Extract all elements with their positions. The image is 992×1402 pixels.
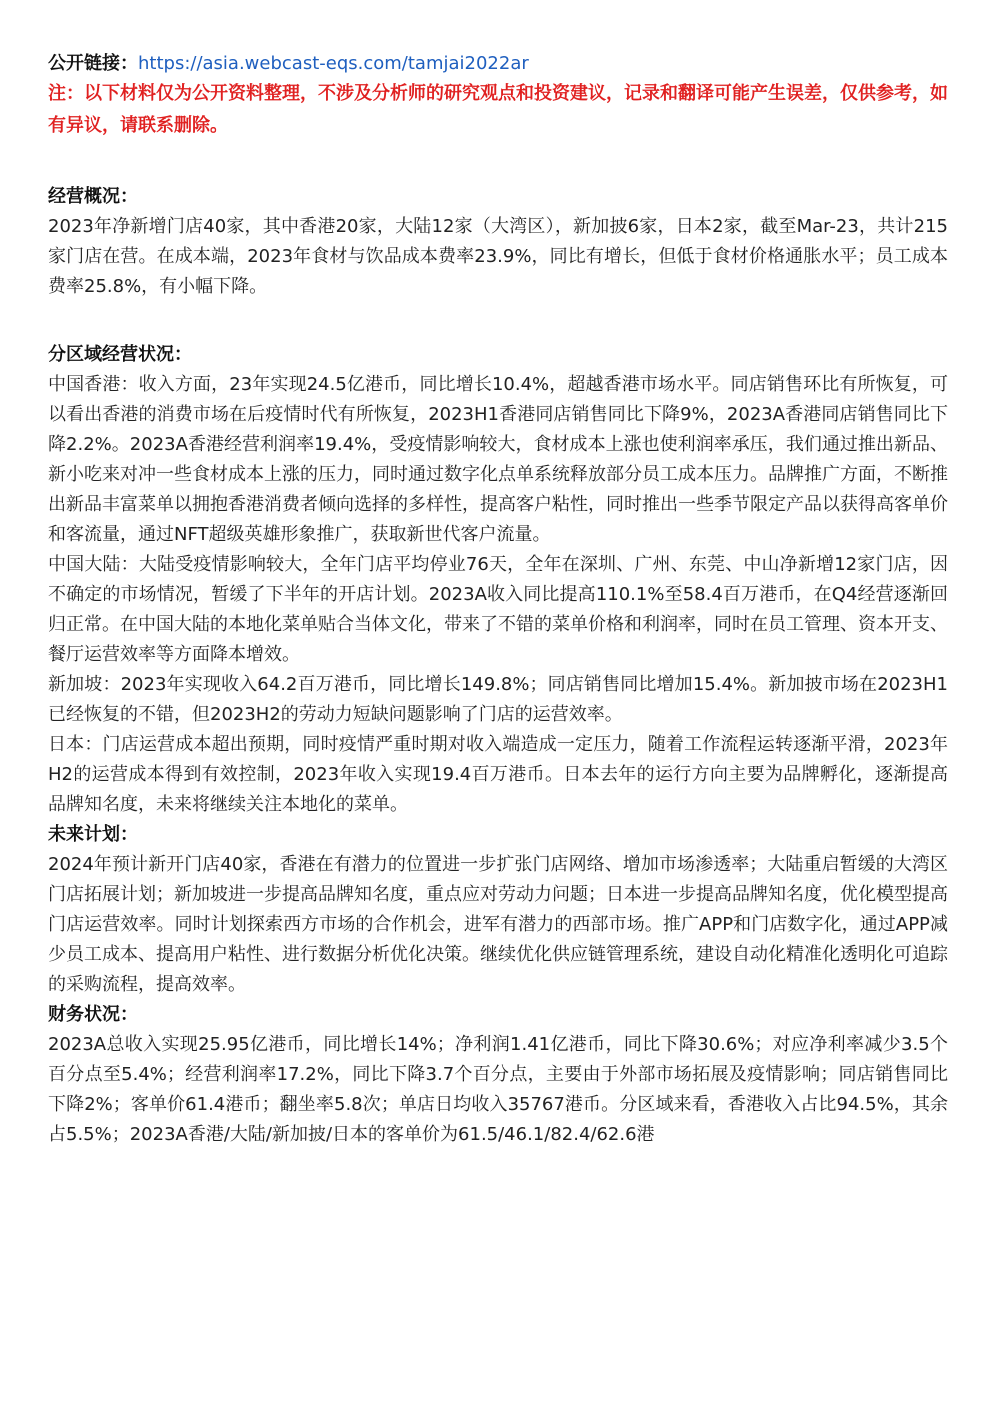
public-link[interactable]: https://asia.webcast-eqs.com/tamjai2022ar bbox=[138, 53, 529, 74]
regional-paragraph-mainland: 中国大陆：大陆受疫情影响较大，全年门店平均停业76天，全年在深圳、广州、东莞、中山净新增12家门店，因不确定的市场情况，暂缓了下半年的开店计划。2023A收入同比提高110.1%至58.4百万港币，在Q4经营逐渐回归正常。在中国大陆的本地化菜单贴合当体文化，带来了不错的菜单价格和利润率，同时在员工管理、资本开支、餐厅运营效率等方面降本增效。 bbox=[48, 554, 948, 665]
section-title-financial: 财务状况： bbox=[48, 1004, 138, 1025]
regional-paragraph-hongkong: 中国香港：收入方面，23年实现24.5亿港币，同比增长10.4%，超越香港市场水平。同店销售环比有所恢复，可以看出香港的消费市场在后疫情时代有所恢复，2023H1香港同店销售同比下降9%，2023A香港同店销售同比下降2.2%。2023A香港经营利润率19.4%，受疫情影响较大，食材成本上涨也使利润率承压，我们通过推出新品、新小吃来对冲一些食材成本上涨的压力，同时通过数字化点单系统释放部分员工成本压力。品牌推广方面，不断推出新品丰富菜单以拥抱香港消费者倾向选择的多样性，提高客户粘性，同时推出一些季节限定产品以获得高客单价和客流量，通过NFT超级英雄形象推广，获取新世代客户流量。 bbox=[48, 374, 948, 545]
public-link-line bbox=[48, 50, 948, 78]
overview-paragraph: 2023年净新增门店40家，其中香港20家，大陆12家（大湾区），新加披6家，日本2家，截至Mar-23，共计215家门店在营。在成本端，2023年食材与饮品成本费率23.9%，同比有增长，但低于食材价格通胀水平；员工成本费率25.8%，有小幅下降。 bbox=[48, 216, 948, 297]
regional-paragraph-japan: 日本：门店运营成本超出预期，同时疫情严重时期对收入端造成一定压力，随着工作流程运转逐渐平滑，2023年H2的运营成本得到有效控制，2023年收入实现19.4百万港币。日本去年的运行方向主要为品牌孵化，逐渐提高品牌知名度，未来将继续关注本地化的菜单。 bbox=[48, 734, 948, 815]
section-title-future: 未来计划： bbox=[48, 824, 138, 845]
disclaimer-notice: 注：以下材料仅为公开资料整理，不涉及分析师的研究观点和投资建议，记录和翻译可能产生误差，仅供参考，如有异议，请联系删除。 bbox=[48, 83, 948, 136]
public-link-label: 公开链接： bbox=[48, 53, 138, 74]
future-paragraph: 2024年预计新开门店40家，香港在有潜力的位置进一步扩张门店网络、增加市场渗透率；大陆重启暂缓的大湾区门店拓展计划；新加坡进一步提高品牌知名度，重点应对劳动力问题；日本进一步提高品牌知名度，优化模型提高门店运营效率。同时计划探索西方市场的合作机会，进军有潜力的西部市场。推广APP和门店数字化，通过APP减少员工成本、提高用户粘性、进行数据分析优化决策。继续优化供应链管理系统，建设自动化精准化透明化可追踪的采购流程，提高效率。 bbox=[48, 854, 948, 995]
financial-paragraph: 2023A总收入实现25.95亿港币，同比增长14%；净利润1.41亿港币，同比下降30.6%；对应净利率减少3.5个百分点至5.4%；经营利润率17.2%，同比下降3.7个百分点，主要由于外部市场拓展及疫情影响；同店销售同比下降2%；客单价61.4港币；翻坐率5.8次；单店日均收入35767港币。分区域来看，香港收入占比94.5%，其余占5.5%；2023A香港/大陆/新加披/日本的客单价为61.5/46.1/82.4/62.6港 bbox=[48, 1034, 948, 1145]
section-title-overview: 经营概况： bbox=[48, 186, 138, 207]
document-page bbox=[48, 50, 948, 1150]
regional-paragraph-singapore: 新加坡：2023年实现收入64.2百万港币，同比增长149.8%；同店销售同比增加15.4%。新加披市场在2023H1已经恢复的不错，但2023H2的劳动力短缺问题影响了门店的运营效率。 bbox=[48, 674, 948, 725]
section-title-regional: 分区域经营状况： bbox=[48, 344, 192, 365]
